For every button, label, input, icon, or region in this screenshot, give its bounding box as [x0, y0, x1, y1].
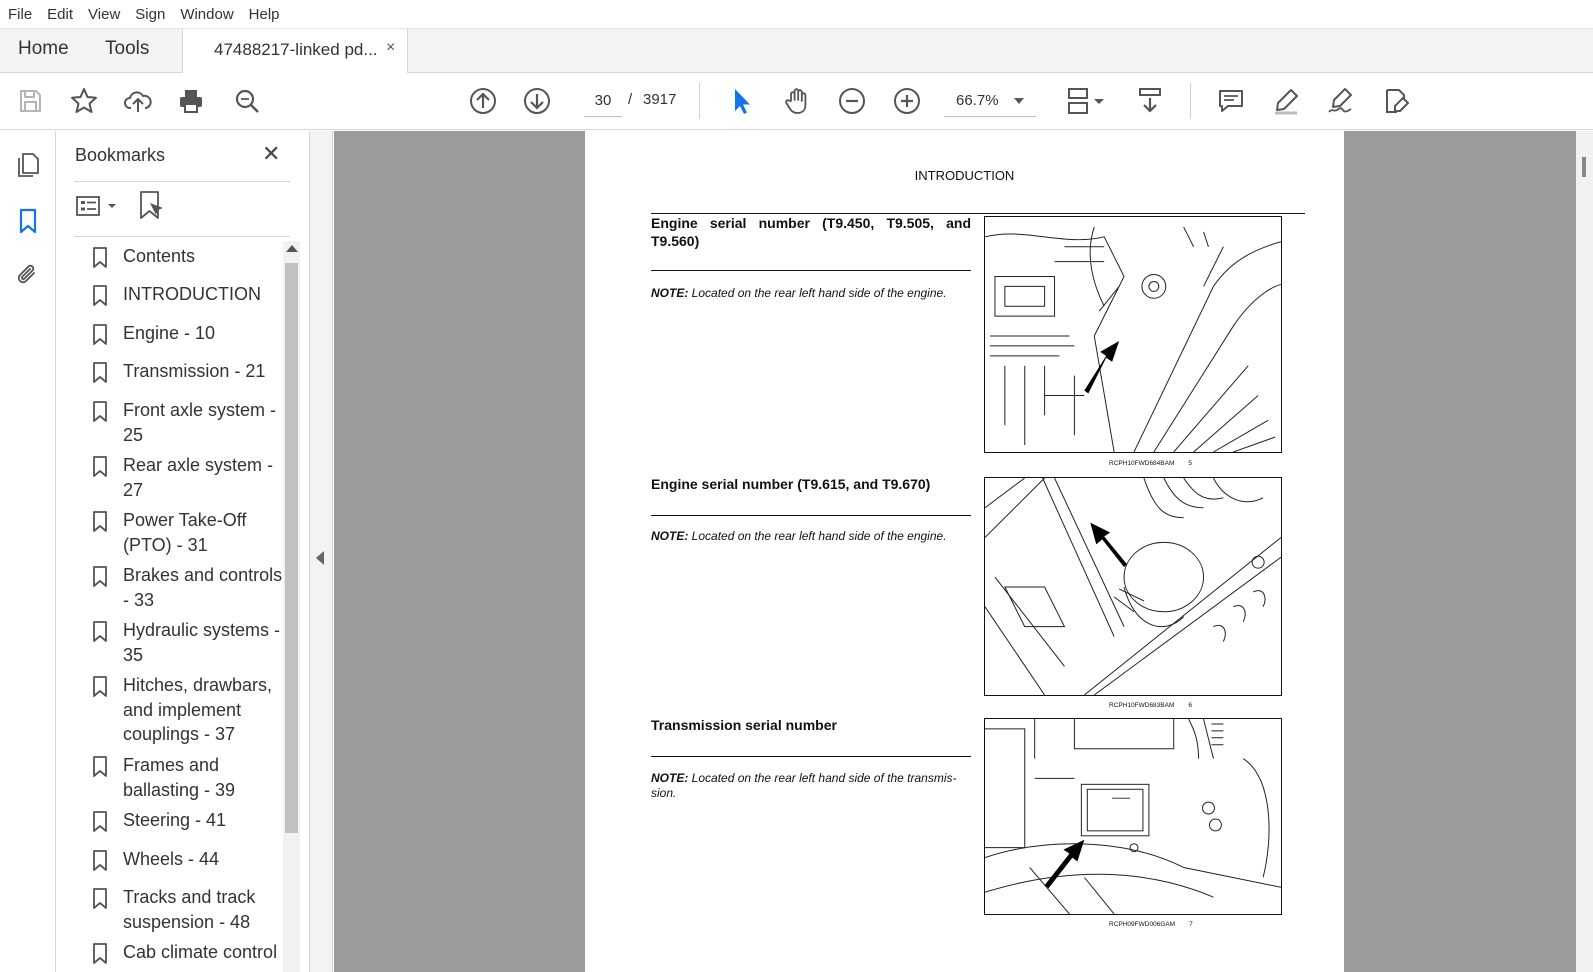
bookmark-label: Hydraulic systems - 35	[123, 620, 281, 665]
menu-window[interactable]: Window	[180, 5, 234, 23]
engine-figure-2	[984, 477, 1282, 696]
search-zoom-icon[interactable]	[229, 83, 265, 119]
note-text: Located on the rear left hand side of the engine.	[688, 286, 947, 300]
panel-collapse-handle[interactable]	[310, 131, 333, 972]
bookmark-icon	[92, 362, 108, 384]
transmission-figure	[984, 718, 1282, 915]
section-note	[651, 529, 971, 544]
note-text: Located on the rear left hand side of the transmis-sion.	[651, 771, 957, 800]
caption-code: RCPH10FWD684BAM	[1109, 460, 1175, 467]
bookmark-icon	[92, 566, 108, 588]
note-label: NOTE:	[651, 771, 689, 785]
star-icon[interactable]	[66, 83, 102, 119]
cloud-upload-icon[interactable]	[120, 83, 156, 119]
page-thumbnails-icon[interactable]	[12, 149, 44, 181]
menu-help[interactable]: Help	[248, 5, 280, 23]
figure-caption	[1109, 702, 1192, 709]
section-title: Engine serial number (T9.615, and T9.670)	[651, 476, 931, 492]
zoom-out-icon[interactable]	[834, 83, 870, 119]
print-icon[interactable]	[173, 83, 209, 119]
menu-bar	[0, 0, 1593, 29]
section-title: Transmission serial number	[651, 717, 837, 733]
next-page-icon[interactable]	[519, 83, 555, 119]
section-title: Engine serial number (T9.450, T9.505, and T9.560)	[651, 215, 971, 249]
document-tab-title: 47488217-linked pd...	[214, 40, 378, 59]
bookmark-icon	[92, 621, 108, 643]
section-note	[651, 771, 971, 801]
note-label: NOTE:	[651, 529, 689, 543]
bookmarks-scrollbar[interactable]	[283, 241, 300, 972]
toolbar-divider	[699, 83, 700, 119]
section-rule	[651, 515, 971, 516]
fill-sign-icon[interactable]	[1323, 83, 1359, 119]
left-navigation-rail	[0, 131, 56, 972]
bookmark-label: Transmission - 21	[123, 361, 266, 381]
bookmark-label: Cab climate control	[123, 942, 278, 962]
scrollbar-thumb[interactable]	[285, 263, 298, 833]
bookmark-label: Frames and ballasting - 39	[123, 755, 236, 800]
page-total: 3917	[643, 91, 677, 108]
select-arrow-icon[interactable]	[723, 83, 759, 119]
section-rule	[651, 756, 971, 757]
bookmark-label: Power Take-Off (PTO) - 31	[123, 510, 247, 555]
bookmark-label: Tracks and track suspension - 48	[123, 887, 256, 932]
attachments-icon[interactable]	[12, 259, 44, 291]
bookmark-icon	[92, 511, 108, 533]
menu-edit[interactable]: Edit	[47, 5, 74, 23]
engine-figure-1	[984, 216, 1282, 453]
bookmarks-title: Bookmarks	[75, 145, 166, 165]
collapse-left-icon	[316, 551, 324, 565]
bookmark-label: Steering - 41	[123, 810, 227, 830]
pdf-page	[585, 131, 1344, 972]
bookmark-icon	[92, 247, 108, 269]
previous-page-icon[interactable]	[465, 83, 501, 119]
section-rule	[651, 270, 971, 271]
panel-divider	[74, 236, 290, 237]
tab-bar	[0, 29, 1593, 73]
bookmark-icon	[92, 888, 108, 910]
edit-document-icon[interactable]	[1378, 83, 1414, 119]
bookmark-icon	[92, 850, 108, 872]
bookmark-icon	[92, 324, 108, 346]
bookmark-list	[56, 241, 282, 972]
document-tab[interactable]	[182, 29, 408, 74]
document-viewport[interactable]	[334, 131, 1593, 972]
scroll-mode-icon[interactable]	[1132, 83, 1168, 119]
document-scrollbar[interactable]	[1576, 131, 1593, 972]
bookmark-label: Contents	[123, 246, 196, 266]
bookmark-label: Front axle system - 25	[123, 400, 277, 445]
caption-number: 5	[1188, 460, 1193, 467]
scrollbar-thumb[interactable]	[1582, 157, 1586, 177]
caption-code: RCPH09FWD006GAM	[1109, 921, 1176, 928]
bookmark-icon	[92, 676, 108, 698]
hand-tool-icon[interactable]	[779, 83, 815, 119]
zoom-level-select[interactable]	[944, 85, 1036, 117]
page-separator: /	[628, 91, 633, 108]
note-text: Located on the rear left hand side of the engine.	[688, 529, 947, 543]
menu-sign[interactable]: Sign	[135, 5, 166, 23]
bookmark-label: Hitches, drawbars, and implement couplings - 37	[123, 675, 273, 744]
highlight-pen-icon[interactable]	[1268, 83, 1304, 119]
page-number-input[interactable]: 30	[584, 85, 622, 117]
save-icon[interactable]	[12, 83, 48, 119]
bookmark-icon	[92, 456, 108, 478]
page-header: INTRODUCTION	[914, 168, 1015, 183]
note-label: NOTE:	[651, 286, 689, 300]
bookmark-icon	[92, 285, 108, 307]
new-bookmark-icon[interactable]	[136, 189, 166, 223]
page-display-icon[interactable]	[1060, 83, 1110, 119]
tab-tools[interactable]: Tools	[105, 38, 150, 59]
toolbar	[0, 73, 1593, 130]
bookmark-icon	[92, 811, 108, 833]
bookmark-label: Brakes and controls - 33	[123, 565, 282, 610]
close-tab-icon[interactable]: ×	[386, 39, 396, 56]
menu-view[interactable]: View	[88, 5, 121, 23]
bookmark-label: Rear axle system - 27	[123, 455, 274, 500]
close-panel-icon[interactable]: ✕	[262, 141, 281, 166]
bookmark-options-menu[interactable]	[76, 191, 120, 223]
scroll-up-icon[interactable]	[286, 245, 298, 252]
comment-icon[interactable]	[1213, 83, 1249, 119]
caption-number: 6	[1188, 702, 1193, 709]
figure-caption	[1109, 460, 1192, 467]
bookmark-label: INTRODUCTION	[123, 284, 261, 304]
caption-number: 7	[1189, 921, 1193, 928]
bookmarks-panel-icon[interactable]	[12, 205, 44, 237]
toolbar-divider	[1190, 83, 1191, 119]
bookmark-label: Engine - 10	[123, 323, 216, 343]
tab-home[interactable]: Home	[18, 38, 69, 59]
zoom-level-value: 66.7%	[956, 92, 999, 109]
menu-file[interactable]: File	[8, 5, 33, 23]
chevron-down-icon	[1014, 98, 1024, 104]
bookmarks-panel	[56, 131, 310, 972]
bookmark-icon	[92, 943, 108, 965]
zoom-in-icon[interactable]	[889, 83, 925, 119]
caption-code: RCPH10FWD683BAM	[1109, 702, 1175, 709]
figure-caption	[1109, 921, 1193, 928]
bookmark-icon	[92, 401, 108, 423]
panel-divider	[74, 181, 290, 182]
bookmark-label: Wheels - 44	[123, 849, 220, 869]
section-note	[651, 286, 971, 301]
bookmark-icon	[92, 756, 108, 778]
